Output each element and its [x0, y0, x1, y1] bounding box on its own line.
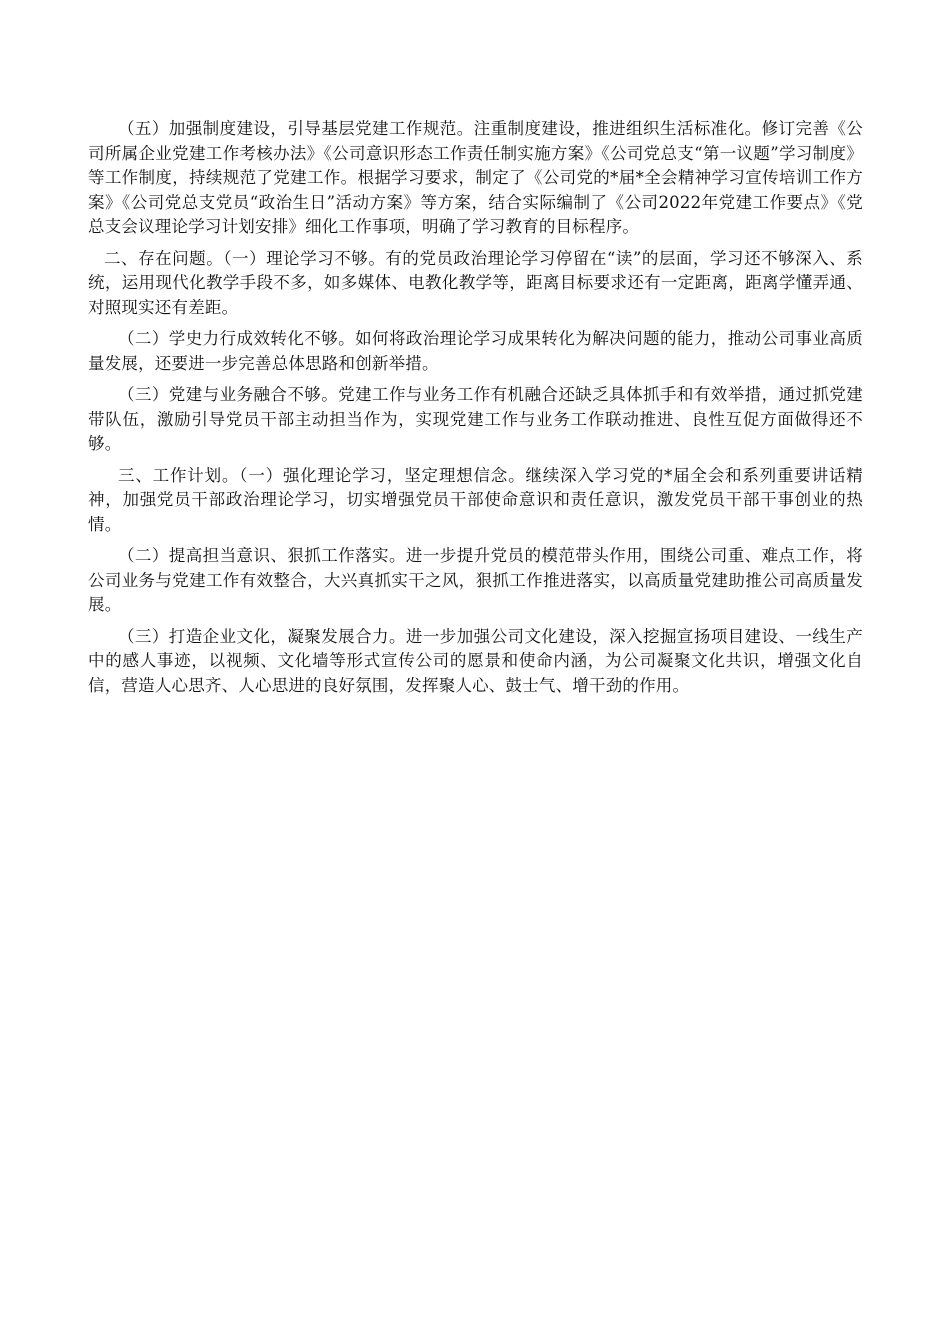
- paragraph-existing-problems: 二、存在问题。（一）理论学习不够。有的党员政治理论学习停留在“读”的层面，学习还不够深入、系统，运用现代化教学手段不多，如多媒体、电教化教学等，距离目标要求还有一定距离，距离学懂弄通、对照现实还有差距。: [88, 248, 863, 317]
- paragraph-work-plan: 三、工作计划。（一）强化理论学习，坚定理想信念。继续深入学习党的*届全会和系列重要讲话精神，加强党员干部政治理论学习，切实增强党员干部使命意识和责任意识，激发党员干部干事创业的热情。: [88, 465, 863, 534]
- paragraph-strengthen-system: （五）加强制度建设，引导基层党建工作规范。注重制度建设，推进组织生活标准化。修订完善《公司所属企业党建工作考核办法》《公司意识形态工作责任制实施方案》《公司党总支“第一议题”学习制度》等工作制度，持续规范了党建工作。根据学习要求，制定了《公司党的*届*全会精神学习宣传培训工作方案》《公司党总支党员“政治生日”活动方案》等方案，结合实际编制了《公司2022年党建工作要点》《党总支会议理论学习计划安排》细化工作事项，明确了学习教育的目标程序。: [88, 119, 863, 236]
- paragraph-plan-responsibility: （二）提高担当意识、狠抓工作落实。进一步提升党员的模范带头作用，围绕公司重、难点工作，将公司业务与党建工作有效整合，大兴真抓实干之风，狠抓工作推进落实，以高质量党建助推公司高质量发展。: [88, 546, 863, 614]
- document-body: [88, 117, 863, 705]
- paragraph-problem-integration: （三）党建与业务融合不够。党建工作与业务工作有机融合还缺乏具体抓手和有效举措，通过抓党建带队伍，激励引导党员干部主动担当作为，实现党建工作与业务工作联动推进、良性互促方面做得还不够。: [88, 385, 863, 453]
- paragraph-plan-culture: （三）打造企业文化，凝聚发展合力。进一步加强公司文化建设，深入挖掘宣扬项目建设、一线生产中的感人事迹，以视频、文化墙等形式宣传公司的愿景和使命内涵，为公司凝聚文化共识，增强文化自信，营造人心思齐、人心思进的良好氛围，发挥聚人心、鼓士气、增干劲的作用。: [88, 626, 863, 695]
- paragraph-problem-history-learning: （二）学史力行成效转化不够。如何将政治理论学习成果转化为解决问题的能力，推动公司事业高质量发展，还要进一步完善总体思路和创新举措。: [88, 329, 863, 373]
